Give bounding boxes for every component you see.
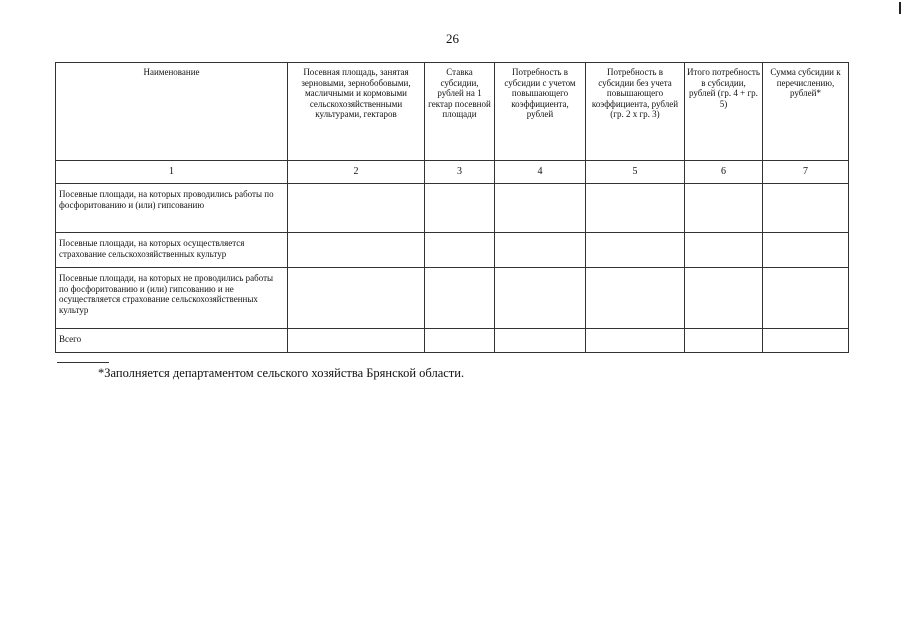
row-label: Всего [56,329,288,353]
header-need-with-coefficient: Потребность в субсидии с учетом повышающего коэффициента, рублей [495,63,586,161]
header-total-need: Итого потребность в субсидии, рублей (гр. 4 + гр. 5) [685,63,763,161]
empty-cell [586,233,685,268]
table-row [56,184,849,233]
empty-cell [763,184,849,233]
empty-cell [288,329,425,353]
header-row [56,63,849,161]
empty-cell [495,233,586,268]
footnote-rule [57,362,109,363]
table-row [56,268,849,329]
header-subsidy-amount: Сумма субсидии к перечислению, рублей* [763,63,849,161]
empty-cell [495,184,586,233]
empty-cell [495,329,586,353]
column-number: 4 [495,161,586,184]
header-sown-area: Посевная площадь, занятая зерновыми, зернобобовыми, масличными и кормовыми сельскохозяйственными культурами, гектаров [288,63,425,161]
empty-cell [763,329,849,353]
empty-cell [685,233,763,268]
column-number: 3 [425,161,495,184]
footnote: *Заполняется департаментом сельского хозяйства Брянской области. [98,366,465,380]
empty-cell [425,329,495,353]
column-number: 1 [56,161,288,184]
subsidy-table [55,62,849,353]
empty-cell [685,184,763,233]
empty-cell [586,268,685,329]
header-subsidy-rate: Ставка субсидии, рублей на 1 гектар посевной площади [425,63,495,161]
column-number-row [56,161,849,184]
row-label: Посевные площади, на которых проводились работы по фосфоритованию и (или) гипсованию [56,184,288,233]
empty-cell [586,184,685,233]
empty-cell [685,268,763,329]
empty-cell [288,184,425,233]
empty-cell [763,233,849,268]
empty-cell [425,268,495,329]
empty-cell [425,233,495,268]
column-number: 2 [288,161,425,184]
empty-cell [288,233,425,268]
empty-cell [288,268,425,329]
column-number: 7 [763,161,849,184]
column-number: 6 [685,161,763,184]
page-number: 26 [446,31,459,46]
header-need-without-coefficient: Потребность в субсидии без учета повышающего коэффициента, рублей (гр. 2 х гр. 3) [586,63,685,161]
empty-cell [763,268,849,329]
empty-cell [495,268,586,329]
column-number: 5 [586,161,685,184]
table-row [56,233,849,268]
table-row-total [56,329,849,353]
row-label: Посевные площади, на которых осуществляется страхование сельскохозяйственных культур [56,233,288,268]
empty-cell [586,329,685,353]
empty-cell [425,184,495,233]
empty-cell [685,329,763,353]
row-label: Посевные площади, на которых не проводились работы по фосфоритованию и (или) гипсованию и не осуществляется страхование сельскохозяйственных культур [56,268,288,329]
page-edge-mark [899,2,901,14]
header-name: Наименование [56,63,288,161]
